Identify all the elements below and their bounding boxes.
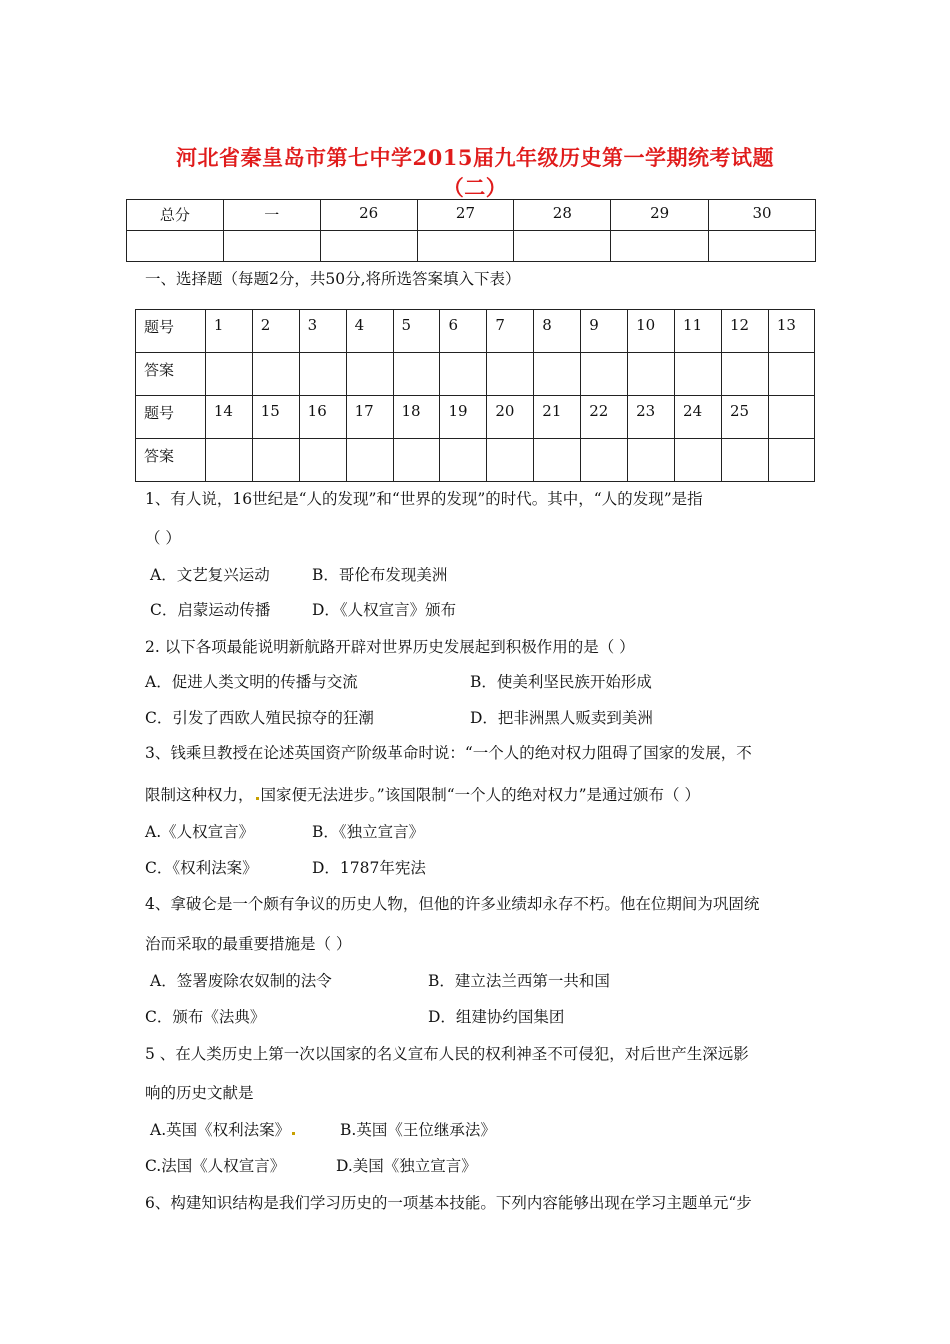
question-4-option-b: B．建立法兰西第一共和国	[428, 972, 610, 990]
question-4-option-a: A．签署废除农奴制的法令	[150, 972, 332, 990]
question-5-option-d: D.美国《独立宣言》	[336, 1157, 477, 1175]
question-number: 18	[393, 396, 440, 439]
question-number: 19	[440, 396, 487, 439]
question-number-row	[136, 310, 815, 353]
question-number: 14	[205, 396, 252, 439]
question-1-stem: 1、有人说，16世纪是“人的发现”和“世界的发现”的时代。其中，“人的发现”是指	[145, 490, 703, 508]
question-number: 8	[534, 310, 581, 353]
question-1-paren: （ ）	[145, 529, 181, 547]
score-table	[126, 199, 816, 262]
section-heading: 一、选择题（每题2分，共50分,将所选答案填入下表）	[145, 270, 521, 288]
answer-cell[interactable]	[252, 353, 299, 396]
score-cell[interactable]	[514, 231, 611, 262]
score-value-row	[127, 231, 816, 262]
question-1-option-d: D．《人权宣言》颁布	[312, 601, 457, 619]
question-6-stem-line1: 6、构建知识结构是我们学习历史的一项基本技能。下列内容能够出现在学习主题单元“步	[145, 1194, 752, 1212]
question-number: 20	[487, 396, 534, 439]
question-number: 4	[346, 310, 393, 353]
question-2-stem: 2. 以下各项最能说明新航路开辟对世界历史发展起到积极作用的是（ ）	[145, 638, 635, 656]
question-number: 21	[534, 396, 581, 439]
answer-cell[interactable]	[721, 353, 768, 396]
question-number: 2	[252, 310, 299, 353]
score-header-cell: 30	[709, 200, 816, 231]
question-2-option-c: C．引发了西欧人殖民掠夺的狂潮	[145, 709, 374, 727]
row-label: 答案	[136, 353, 206, 396]
answer-cell[interactable]	[534, 353, 581, 396]
question-4-option-d: D．组建协约国集团	[428, 1008, 565, 1026]
question-5-stem-line1: 5 、在人类历史上第一次以国家的名义宣布人民的权利神圣不可侵犯，对后世产生深远影	[145, 1045, 749, 1063]
question-number: 7	[487, 310, 534, 353]
question-number: 9	[581, 310, 628, 353]
question-number: 17	[346, 396, 393, 439]
answer-cell[interactable]	[393, 353, 440, 396]
answer-cell[interactable]	[581, 353, 628, 396]
question-number: 12	[721, 310, 768, 353]
row-label: 题号	[136, 396, 206, 439]
question-5-stem-line2: 响的历史文献是	[145, 1084, 254, 1102]
question-5-option-a-wrap	[150, 1118, 297, 1140]
question-3-stem-part-a: 限制这种权力，	[145, 786, 254, 804]
mark-dot	[256, 797, 259, 800]
score-cell[interactable]	[611, 231, 709, 262]
answer-cell[interactable]	[768, 353, 814, 396]
answer-row	[136, 439, 815, 482]
question-5-option-a: A.英国《权利法案》	[150, 1121, 291, 1139]
question-1-option-a: A．文艺复兴运动	[150, 566, 270, 584]
answer-cell[interactable]	[675, 439, 722, 482]
question-number: 13	[768, 310, 814, 353]
question-2-option-b: B．使美利坚民族开始形成	[470, 673, 652, 691]
question-number: 1	[205, 310, 252, 353]
question-4-option-c: C．颁布《法典》	[145, 1008, 266, 1026]
question-3-stem-part-b: 国家便无法进步。”该国限制“一个人的绝对权力”是通过颁布（ ）	[260, 786, 700, 804]
question-5-option-b: B.英国《王位继承法》	[340, 1121, 496, 1139]
question-5-option-c: C.法国《人权宣言》	[145, 1157, 286, 1175]
answer-cell[interactable]	[487, 439, 534, 482]
question-4-stem-line2: 治而采取的最重要措施是（ ）	[145, 935, 352, 953]
score-header-cell: 一	[223, 200, 320, 231]
question-3-option-c: C．《权利法案》	[145, 859, 258, 877]
score-header-cell: 28	[514, 200, 611, 231]
mark-dot	[292, 1132, 295, 1135]
score-cell[interactable]	[417, 231, 514, 262]
question-number: 3	[299, 310, 346, 353]
answer-cell[interactable]	[721, 439, 768, 482]
answer-cell[interactable]	[628, 439, 675, 482]
answer-row	[136, 353, 815, 396]
question-number: 6	[440, 310, 487, 353]
score-cell[interactable]	[223, 231, 320, 262]
question-number: 24	[675, 396, 722, 439]
question-3-stem-line1: 3、钱乘旦教授在论述英国资产阶级革命时说：“一个人的绝对权力阻碍了国家的发展，不	[145, 744, 752, 762]
question-2-option-a: A．促进人类文明的传播与交流	[145, 673, 358, 691]
question-number: 15	[252, 396, 299, 439]
exam-title: 河北省秦皇岛市第七中学2015届九年级历史第一学期统考试题	[176, 145, 774, 170]
answer-cell[interactable]	[487, 353, 534, 396]
answer-cell[interactable]	[440, 353, 487, 396]
question-number-row	[136, 396, 815, 439]
answer-cell[interactable]	[299, 439, 346, 482]
row-label: 题号	[136, 310, 206, 353]
row-label: 答案	[136, 439, 206, 482]
answer-cell[interactable]	[205, 353, 252, 396]
question-4-stem-line1: 4、拿破仑是一个颇有争议的历史人物，但他的许多业绩却永存不朽。他在位期间为巩固统	[145, 895, 760, 913]
question-number	[768, 396, 814, 439]
answer-cell[interactable]	[346, 353, 393, 396]
score-header-cell: 27	[417, 200, 514, 231]
question-1-option-c: C．启蒙运动传播	[150, 601, 271, 619]
answer-cell[interactable]	[299, 353, 346, 396]
score-header-cell: 26	[320, 200, 417, 231]
answer-cell[interactable]	[675, 353, 722, 396]
question-number: 16	[299, 396, 346, 439]
question-2-option-d: D．把非洲黑人贩卖到美洲	[470, 709, 653, 727]
score-header-cell: 总分	[127, 200, 224, 231]
question-number: 5	[393, 310, 440, 353]
question-3-option-a: A.《人权宣言》	[145, 823, 255, 841]
score-cell[interactable]	[320, 231, 417, 262]
answer-cell[interactable]	[534, 439, 581, 482]
answer-cell[interactable]	[252, 439, 299, 482]
score-cell[interactable]	[709, 231, 816, 262]
answer-cell[interactable]	[628, 353, 675, 396]
answer-cell[interactable]	[440, 439, 487, 482]
question-number: 22	[581, 396, 628, 439]
question-number: 23	[628, 396, 675, 439]
question-1-option-b: B．哥伦布发现美洲	[312, 566, 448, 584]
question-3-option-d: D．1787年宪法	[312, 859, 426, 877]
answer-cell[interactable]	[581, 439, 628, 482]
question-number: 11	[675, 310, 722, 353]
score-cell[interactable]	[127, 231, 224, 262]
question-number: 25	[721, 396, 768, 439]
question-number: 10	[628, 310, 675, 353]
exam-title-suffix: （二）	[442, 175, 508, 200]
answer-table	[135, 309, 815, 482]
question-3-stem-line2	[145, 783, 700, 805]
score-header-cell: 29	[611, 200, 709, 231]
score-header-row	[127, 200, 816, 231]
answer-cell[interactable]	[346, 439, 393, 482]
answer-cell[interactable]	[393, 439, 440, 482]
answer-cell[interactable]	[768, 439, 814, 482]
question-3-option-b: B．《独立宣言》	[312, 823, 425, 841]
answer-cell[interactable]	[205, 439, 252, 482]
